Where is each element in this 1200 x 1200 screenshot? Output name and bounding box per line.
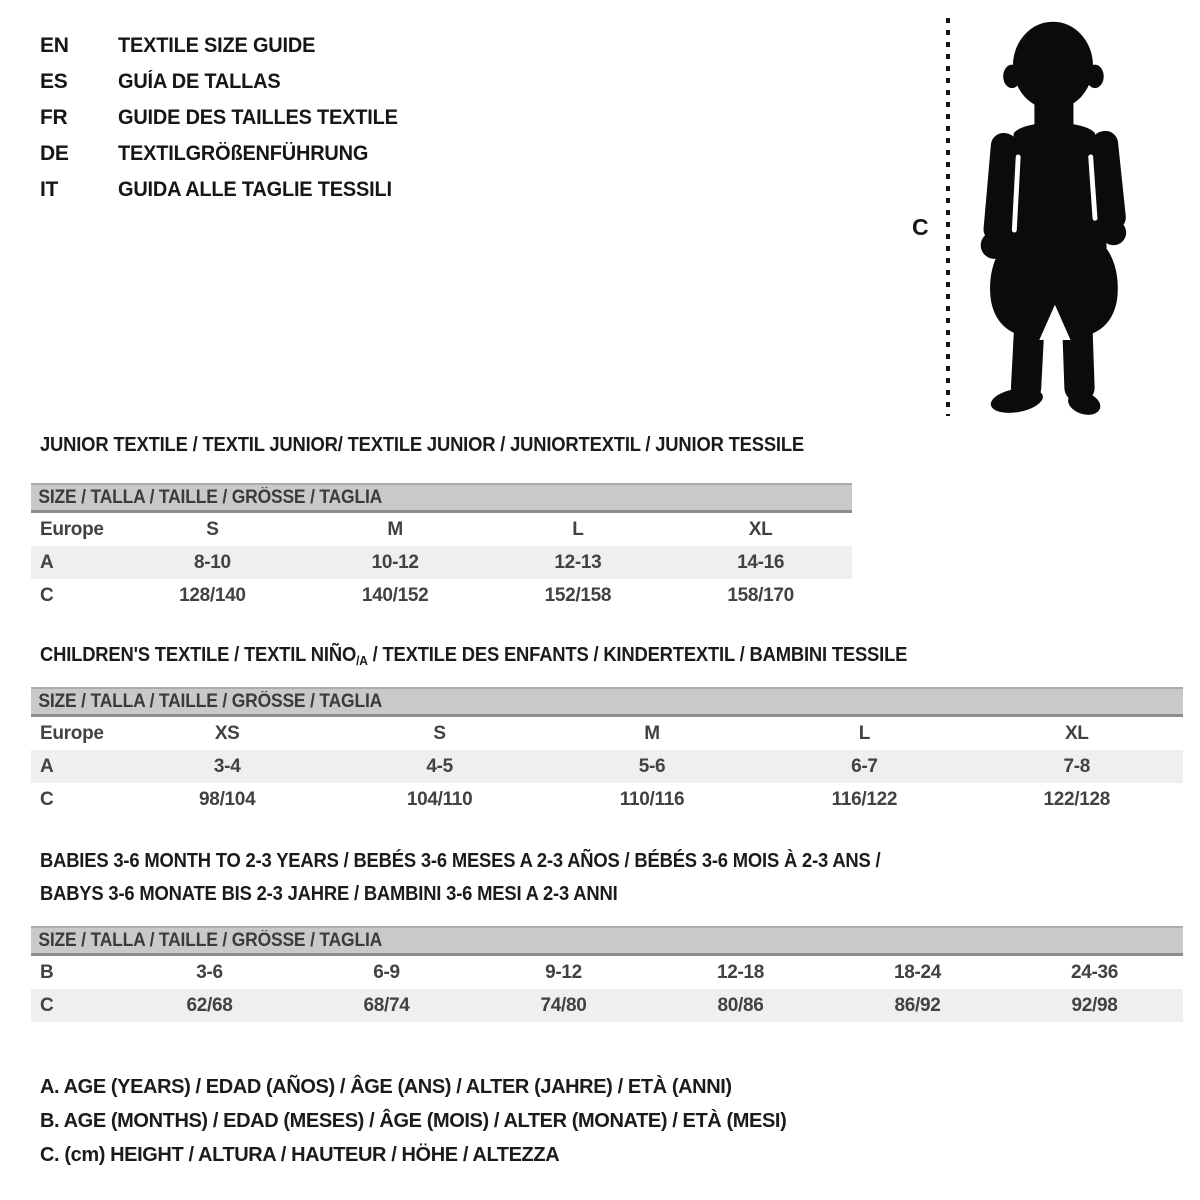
table-cell: 3-6: [196, 961, 223, 983]
table-cell: 140/152: [361, 584, 429, 606]
table-cell: C: [40, 994, 54, 1016]
height-dashed-line: [946, 18, 950, 416]
table-cell: 158/170: [727, 584, 794, 606]
table-cell: 14-16: [737, 551, 785, 573]
lang-title: GUÍA DE TALLAS: [118, 70, 281, 93]
table-cell: 12-13: [554, 551, 602, 573]
table-cell: 5-6: [638, 755, 666, 777]
lang-row-it: [40, 172, 412, 208]
table-cell: 128/140: [179, 584, 246, 606]
table-row: [31, 783, 1183, 816]
toddler-silhouette-icon: [958, 10, 1144, 420]
babies-table: [31, 926, 1183, 1022]
height-measure-label: C: [912, 214, 929, 240]
table-row: [31, 579, 852, 612]
legend-line-a: A. AGE (YEARS) / EDAD (AÑOS) / ÂGE (ANS) / ALTER (JAHRE) / ETÀ (ANNI): [40, 1075, 732, 1098]
children-title-sub: /A: [356, 653, 368, 668]
table-cell: XL: [748, 518, 773, 540]
language-header: [40, 28, 412, 208]
lang-row-de: [40, 136, 412, 172]
table-cell: M: [387, 518, 403, 540]
table-cell: C: [40, 584, 54, 606]
babies-section-title: [40, 845, 880, 911]
table-cell: A: [40, 755, 54, 777]
table-cell: 122/128: [1043, 788, 1111, 810]
table-row: [31, 989, 1183, 1022]
table-cell: XS: [214, 722, 240, 744]
table-cell: S: [433, 722, 446, 744]
table-cell: 7-8: [1063, 755, 1091, 777]
lang-row-en: [40, 28, 412, 64]
table-cell: 8-10: [193, 551, 231, 573]
table-cell: 92/98: [1071, 994, 1118, 1016]
table-cell: 152/158: [544, 584, 612, 606]
table-cell: 80/86: [717, 994, 764, 1016]
table-cell: 86/92: [894, 994, 941, 1016]
table-cell: 3-4: [213, 755, 241, 777]
table-cell: 74/80: [540, 994, 587, 1016]
table-cell: 116/122: [831, 788, 898, 810]
babies-size-header-bar: [31, 926, 1183, 956]
junior-section-title: JUNIOR TEXTILE / TEXTIL JUNIOR/ TEXTILE JUNIOR / JUNIORTEXTIL / JUNIOR TESSILE: [40, 434, 805, 456]
children-section-title: [40, 644, 907, 668]
lang-code: EN: [40, 34, 69, 57]
table-cell: 18-24: [893, 961, 942, 983]
table-cell: L: [572, 518, 584, 540]
children-title-prefix: CHILDREN'S TEXTILE / TEXTIL NIÑO: [40, 644, 357, 666]
table-cell: XL: [1064, 722, 1089, 744]
children-size-header-bar: [31, 687, 1183, 717]
children-table: [31, 687, 1183, 816]
table-cell: A: [40, 551, 54, 573]
lang-code: FR: [40, 106, 68, 129]
table-cell: C: [40, 788, 54, 810]
table-cell: 104/110: [406, 788, 473, 810]
lang-row-es: [40, 64, 412, 100]
table-cell: Europe: [40, 722, 104, 744]
table-row: [31, 546, 852, 579]
lang-code: IT: [40, 178, 59, 201]
lang-row-fr: [40, 100, 412, 136]
size-header-label: SIZE / TALLA / TAILLE / GRÖSSE / TAGLIA: [38, 486, 383, 508]
table-cell: 9-12: [545, 961, 582, 983]
legend-line-c: C. (cm) HEIGHT / ALTURA / HAUTEUR / HÖHE / ALTEZZA: [40, 1143, 560, 1166]
measure-legend: [40, 1070, 786, 1172]
junior-table: [31, 483, 852, 612]
size-header-label: SIZE / TALLA / TAILLE / GRÖSSE / TAGLIA: [38, 929, 383, 951]
size-header-label: SIZE / TALLA / TAILLE / GRÖSSE / TAGLIA: [38, 690, 383, 712]
table-cell: 62/68: [186, 994, 233, 1016]
lang-title: TEXTILGRÖßENFÜHRUNG: [118, 142, 369, 165]
table-cell: 24-36: [1070, 961, 1119, 983]
table-cell: B: [40, 961, 54, 983]
legend-line-b: B. AGE (MONTHS) / EDAD (MESES) / ÂGE (MOIS) / ALTER (MONATE) / ETÀ (MESI): [40, 1109, 787, 1132]
junior-size-header-bar: [31, 483, 852, 513]
lang-title: GUIDA ALLE TAGLIE TESSILI: [118, 178, 392, 201]
table-row: [31, 750, 1183, 783]
lang-code: ES: [40, 70, 68, 93]
children-title-suffix: / TEXTILE DES ENFANTS / KINDERTEXTIL / BAMBINI TESSILE: [367, 644, 908, 666]
table-cell: 6-9: [373, 961, 400, 983]
table-cell: 4-5: [426, 755, 453, 777]
table-row: [31, 717, 1183, 750]
table-cell: 12-18: [716, 961, 765, 983]
babies-title-line1: BABIES 3-6 MONTH TO 2-3 YEARS / BEBÉS 3-6 MESES A 2-3 AÑOS / BÉBÉS 3-6 MOIS À 2-3 ANS /: [40, 850, 881, 872]
table-row: [31, 956, 1183, 989]
babies-title-line2: BABYS 3-6 MONATE BIS 2-3 JAHRE / BAMBINI 3-6 MESI A 2-3 ANNI: [40, 883, 618, 905]
table-cell: 110/116: [619, 788, 685, 810]
lang-code: DE: [40, 142, 69, 165]
table-cell: 68/74: [363, 994, 410, 1016]
table-cell: S: [206, 518, 219, 540]
table-cell: 6-7: [851, 755, 878, 777]
table-cell: L: [858, 722, 871, 744]
lang-title: GUIDE DES TAILLES TEXTILE: [118, 106, 398, 129]
table-cell: Europe: [40, 518, 104, 540]
table-cell: 10-12: [371, 551, 419, 573]
table-row: [31, 513, 852, 546]
table-cell: 98/104: [199, 788, 256, 810]
table-cell: M: [644, 722, 660, 744]
lang-title: TEXTILE SIZE GUIDE: [118, 34, 316, 57]
